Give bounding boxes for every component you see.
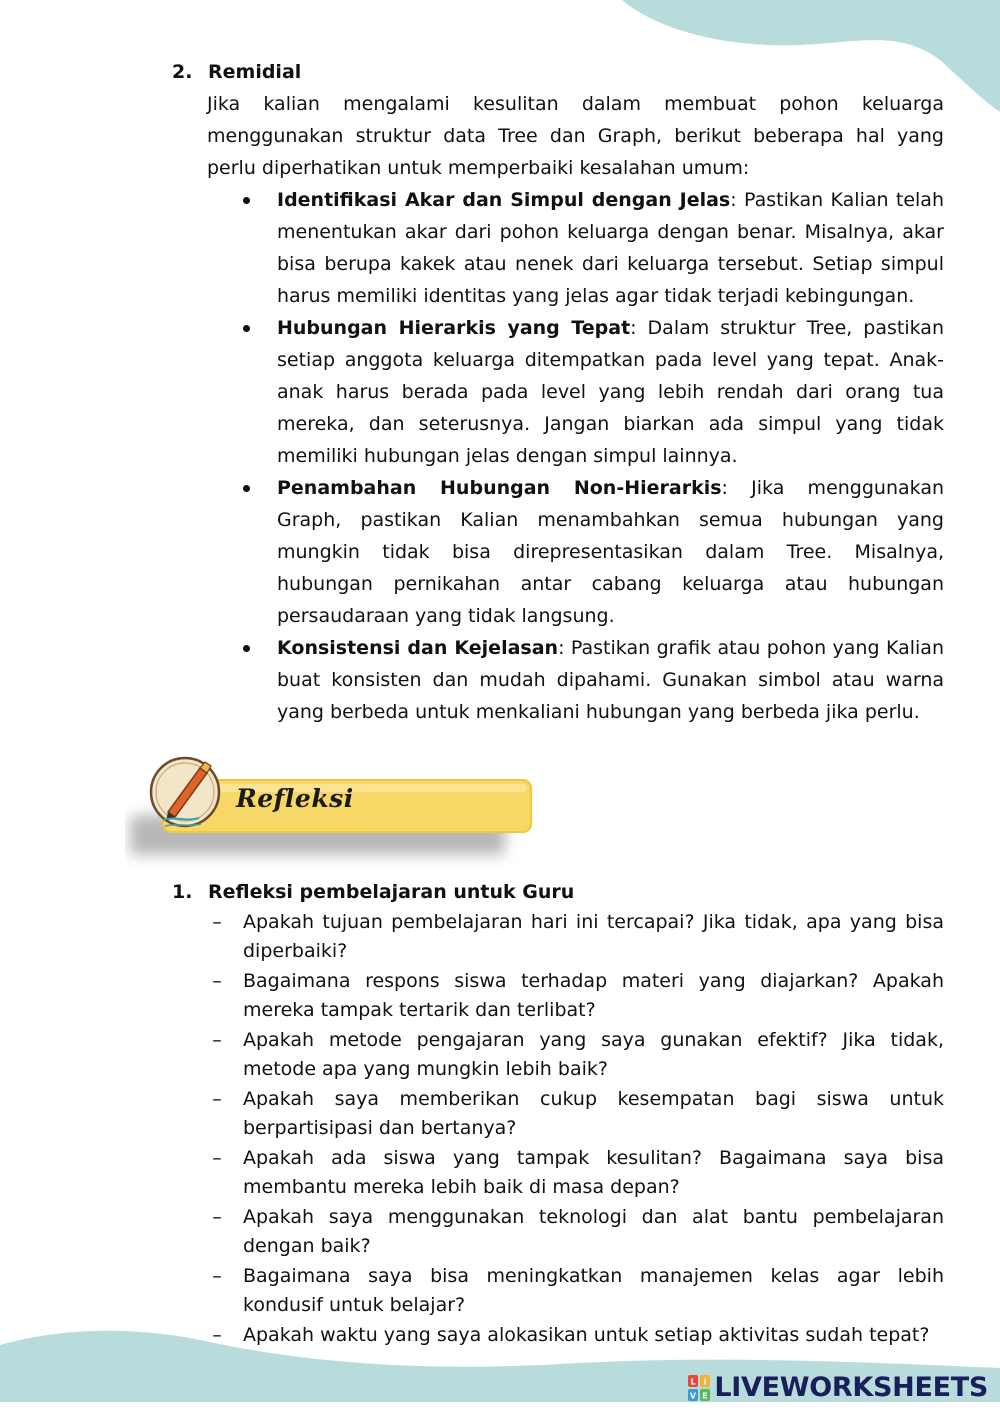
dash-icon: – — [212, 1029, 222, 1051]
list-item — [240, 312, 944, 472]
list-item — [207, 1321, 944, 1350]
item-text: : Pastikan grafik atau pohon yang Kalian buat konsisten dan mudah dipahami. Gunakan simbol atau warna yang berbeda untuk menkaliani hubungan yang berbeda jika perlu. — [277, 637, 944, 723]
item-text: Apakah saya menggunakan teknologi dan alat bantu pembelajaran dengan baik? — [243, 1206, 944, 1257]
dash-icon: – — [212, 1147, 222, 1169]
list-item — [207, 1144, 944, 1202]
liveworksheets-wordmark: LIVEWORKSHEETS — [714, 1372, 988, 1403]
remidial-number: 2. — [172, 61, 193, 83]
list-item — [207, 908, 944, 966]
pen-icon — [151, 758, 219, 826]
list-item — [207, 967, 944, 1025]
item-text: : Dalam struktur Tree, pastikan setiap anggota keluarga ditempatkan pada level yang tepat. Anak-anak harus berada pada level yang lebih rendah dari orang tua mereka, dan seterusnya. Jangan biarkan ada simpul yang tidak memiliki hubungan jelas dengan simpul lainnya. — [277, 317, 944, 467]
remidial-heading — [172, 56, 301, 88]
list-item — [240, 184, 944, 312]
list-item — [207, 1262, 944, 1320]
item-text: Apakah ada siswa yang tampak kesulitan? Bagaimana saya bisa membantu mereka lebih baik di masa depan? — [243, 1147, 944, 1198]
list-item — [240, 472, 944, 632]
item-text: Apakah metode pengajaran yang saya gunakan efektif? Jika tidak, metode apa yang mungkin lebih baik? — [243, 1029, 944, 1080]
item-text: Apakah saya memberikan cukup kesempatan bagi siswa untuk berpartisipasi dan bertanya? — [243, 1088, 944, 1139]
list-item — [240, 632, 944, 728]
dash-icon: – — [212, 1206, 222, 1228]
list-item — [207, 1203, 944, 1261]
bullet-icon — [243, 197, 250, 204]
bullet-icon — [243, 645, 250, 652]
remidial-list — [240, 184, 944, 728]
dash-icon: – — [212, 1088, 222, 1110]
list-item — [207, 1085, 944, 1143]
item-text: Bagaimana saya bisa meningkatkan manajemen kelas agar lebih kondusif untuk belajar? — [243, 1265, 944, 1316]
bullet-icon — [243, 485, 250, 492]
logo-letter: I — [703, 1377, 707, 1386]
remidial-title: Remidial — [208, 61, 302, 83]
refleksi-list — [207, 908, 944, 1351]
item-heading: Hubungan Hierarkis yang Tepat — [277, 317, 631, 339]
item-text: Bagaimana respons siswa terhadap materi yang diajarkan? Apakah mereka tampak tertarik dan terlibat? — [243, 970, 944, 1021]
dash-icon: – — [212, 1265, 222, 1287]
dash-icon: – — [212, 970, 222, 992]
liveworksheets-brand[interactable] — [688, 1372, 988, 1403]
item-heading: Penambahan Hubungan Non-Hierarkis — [277, 477, 722, 499]
item-text: Apakah tujuan pembelajaran hari ini tercapai? Jika tidak, apa yang bisa diperbaiki? — [243, 911, 944, 962]
refleksi-number: 1. — [172, 881, 193, 903]
dash-icon: – — [212, 911, 222, 933]
logo-letter: E — [702, 1391, 709, 1400]
refleksi-banner-label: Refleksi — [236, 784, 354, 813]
remidial-intro: Jika kalian mengalami kesulitan dalam membuat pohon keluarga menggunakan struktur data Tree dan Graph, berikut beberapa hal yang perlu diperhatikan untuk memperbaiki kesalahan umum: — [207, 93, 944, 179]
item-text: Apakah waktu yang saya alokasikan untuk setiap aktivitas sudah tepat? — [243, 1324, 930, 1346]
item-heading: Konsistensi dan Kejelasan — [277, 637, 559, 659]
item-text: : Pastikan Kalian telah menentukan akar dari pohon keluarga dengan benar. Misalnya, akar bisa berupa kakek atau nenek dari keluarga tersebut. Setiap simpul harus memiliki identitas yang jelas agar tidak terjadi kebingungan. — [277, 189, 944, 307]
item-text: : Jika menggunakan Graph, pastikan Kalian menambahkan semua hubungan yang mungkin tidak bisa direpresentasikan dalam Tree. Misalnya, hubungan pernikahan antar cabang keluarga atau hubungan persaudaraan yang tidak langsung. — [277, 477, 944, 627]
list-item — [207, 1026, 944, 1084]
logo-letter: L — [690, 1377, 696, 1386]
refleksi-title: Refleksi pembelajaran untuk Guru — [208, 881, 575, 903]
refleksi-heading — [172, 876, 574, 908]
dash-icon: – — [212, 1324, 222, 1346]
bullet-icon — [243, 325, 250, 332]
logo-letter: V — [690, 1391, 697, 1400]
liveworksheets-logo-icon — [688, 1375, 710, 1401]
item-heading: Identifikasi Akar dan Simpul dengan Jelas — [277, 189, 731, 211]
